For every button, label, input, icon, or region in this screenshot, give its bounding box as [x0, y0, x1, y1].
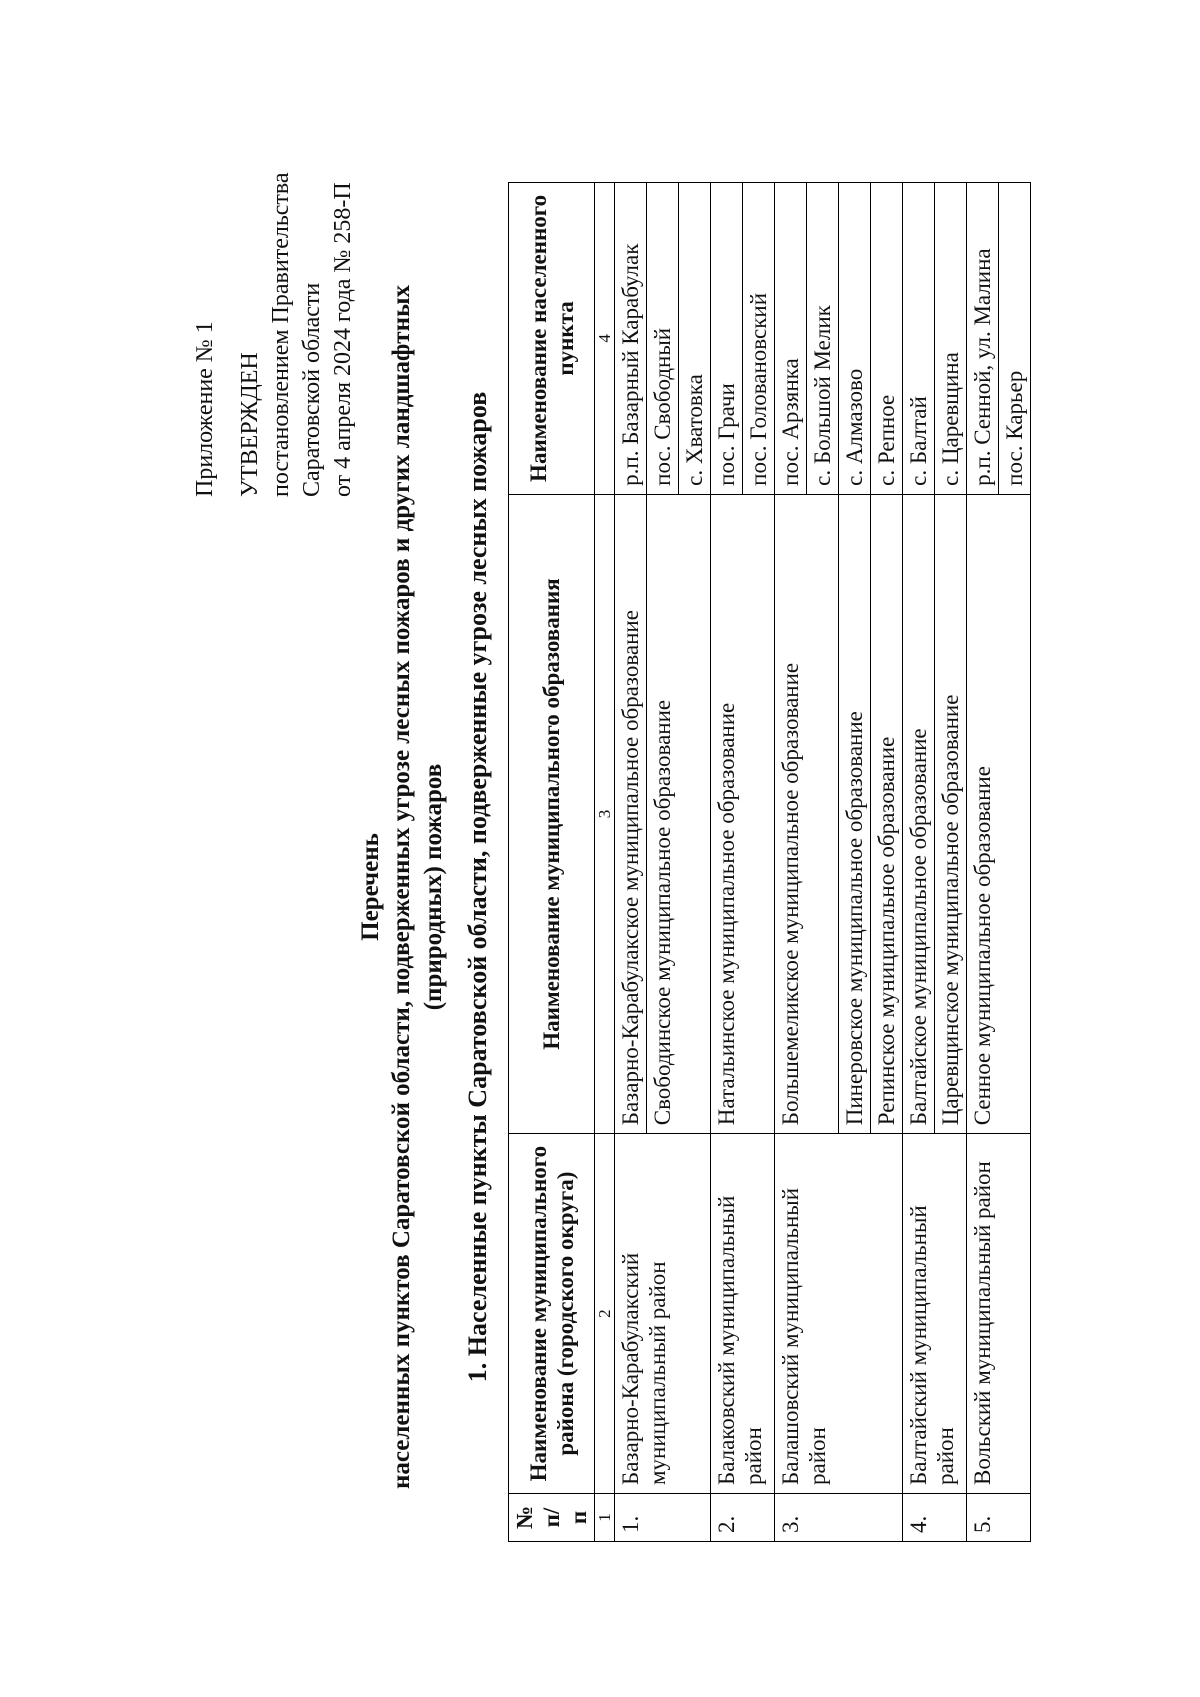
- municipality-cell: Базарно-Карабулакское муниципальное образование: [615, 494, 647, 1133]
- municipality-cell: Сенное муниципальное образование: [967, 494, 1031, 1133]
- district-cell: Балтайский муниципальный район: [903, 1134, 967, 1494]
- municipality-cell: Свободинское муниципальное образование: [647, 494, 711, 1133]
- district-cell: Балаковский муниципальный район: [711, 1134, 775, 1494]
- table-row: [967, 183, 999, 1542]
- settlement-cell: с. Царевщина: [935, 183, 967, 495]
- column-number: 1: [595, 1494, 615, 1542]
- column-number: 3: [595, 494, 615, 1133]
- header-municipality: Наименование муниципального образования: [509, 494, 595, 1133]
- column-number: 4: [595, 183, 615, 495]
- settlement-cell: р.п. Базарный Карабулак: [615, 183, 647, 495]
- approval-line: от 4 апреля 2024 года № 258-П: [330, 182, 356, 497]
- settlement-cell: с. Репное: [871, 183, 903, 495]
- district-cell: Вольский муниципальный район: [967, 1134, 1031, 1494]
- header-number: № п/п: [509, 1494, 595, 1542]
- municipality-cell: Большемеликское муниципальное образование: [775, 494, 839, 1133]
- settlement-cell: р.п. Сенной, ул. Малина: [967, 183, 999, 495]
- settlements-table: [508, 182, 1031, 1542]
- document-subtitle: населенных пунктов Саратовской области, подверженных угрозе лесных пожаров и других ландшафтных: [388, 285, 415, 1490]
- document-title: Перечень: [357, 833, 384, 941]
- row-number: 2.: [711, 1494, 775, 1542]
- municipality-cell: Натальинское муниципальное образование: [711, 494, 775, 1133]
- district-cell: Балашовский муниципальный район: [775, 1134, 903, 1494]
- table-row: [903, 183, 935, 1542]
- header-settlement: Наименование населенного пункта: [509, 183, 595, 495]
- settlement-cell: с. Большой Мелик: [807, 183, 839, 495]
- settlement-cell: с. Хватовка: [679, 183, 711, 495]
- table-row: [775, 183, 807, 1542]
- appendix-label: Приложение № 1: [192, 321, 218, 497]
- header-district: Наименование муниципального района (городского округа): [509, 1134, 595, 1494]
- settlement-cell: пос. Грачи: [711, 183, 743, 495]
- document-subtitle: (природных) пожаров: [420, 763, 447, 1011]
- row-number: 4.: [903, 1494, 967, 1542]
- approval-block: [235, 172, 359, 497]
- table-header-row: [509, 183, 595, 1542]
- table-row: [615, 183, 647, 1542]
- settlement-cell: пос. Голованoвский: [743, 183, 775, 495]
- settlement-cell: пос. Арзянка: [775, 183, 807, 495]
- municipality-cell: Репинское муниципальное образование: [871, 494, 903, 1133]
- district-cell: Базарно-Карабулакский муниципальный район: [615, 1134, 711, 1494]
- approval-line: постановлением Правительства: [268, 172, 294, 497]
- approval-line: УТВЕРЖДЕН: [237, 352, 263, 497]
- approval-line: Саратовской области: [299, 282, 325, 497]
- section-title: 1. Населенные пункты Саратовской области, подверженные угрозе лесных пожаров: [463, 391, 492, 1383]
- municipality-cell: Пинеровское муниципальное образование: [839, 494, 871, 1133]
- row-number: 1.: [615, 1494, 711, 1542]
- settlement-cell: с. Алмазово: [839, 183, 871, 495]
- municipality-cell: Царевщинское муниципальное образование: [935, 494, 967, 1133]
- row-number: 5.: [967, 1494, 1031, 1542]
- municipality-cell: Балтайское муниципальное образование: [903, 494, 935, 1133]
- settlement-cell: с. Балтай: [903, 183, 935, 495]
- row-number: 3.: [775, 1494, 903, 1542]
- settlement-cell: пос. Свободный: [647, 183, 679, 495]
- column-number: 2: [595, 1134, 615, 1494]
- column-number-row: [595, 183, 615, 1542]
- settlement-cell: пос. Карьер: [999, 183, 1031, 495]
- table-row: [711, 183, 743, 1542]
